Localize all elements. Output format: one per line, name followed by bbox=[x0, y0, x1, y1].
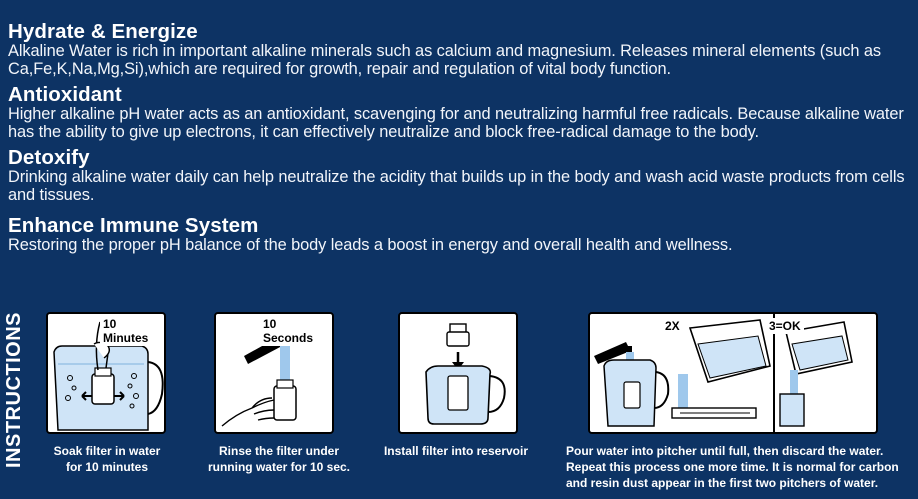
pour-discard-illustration bbox=[590, 314, 876, 432]
benefit-text: Higher alkaline pH water acts as an antioxidant, scavenging for and neutralizing harmful free radicals. Because alkaline water has the ability to give up electrons, it can effectively neutralize and block free-radical damage to the body. bbox=[8, 105, 904, 141]
caption-line: Repeat this process one more time. It is normal for carbon bbox=[566, 460, 899, 474]
benefits-list bbox=[8, 22, 913, 261]
caption-line: Soak filter in water bbox=[53, 444, 161, 458]
caption-line: running water for 10 sec. bbox=[207, 460, 351, 474]
step-pour-repeat-tag: 2X bbox=[662, 318, 683, 334]
benefit-text: Drinking alkaline water daily can help neutralize the acidity that builds up in the body and wash acid waste products from cells and tissues. bbox=[8, 168, 905, 204]
install-filter-illustration bbox=[400, 314, 516, 432]
benefit-title: Detoxify bbox=[8, 146, 90, 169]
benefit-detoxify bbox=[8, 148, 913, 204]
step-pour-caption bbox=[566, 443, 910, 491]
caption-line: and resin dust appear in the first two pitchers of water. bbox=[566, 476, 879, 490]
benefit-title: Antioxidant bbox=[8, 83, 122, 106]
step-rinse-caption bbox=[206, 443, 352, 475]
benefit-antioxidant bbox=[8, 85, 913, 141]
caption-line: Install filter into reservoir bbox=[383, 444, 529, 458]
benefit-immune bbox=[8, 216, 913, 254]
instructions-label: INSTRUCTIONS bbox=[3, 312, 25, 468]
benefit-text: Restoring the proper pH balance of the body leads a boost in energy and overall health and wellness. bbox=[8, 236, 733, 254]
caption-line: Rinse the filter under bbox=[218, 444, 340, 458]
benefit-hydrate bbox=[8, 22, 913, 78]
benefit-title: Enhance Immune System bbox=[8, 214, 259, 237]
step-rinse-panel bbox=[214, 312, 334, 434]
step-soak-caption bbox=[40, 443, 174, 475]
step-install-panel bbox=[398, 312, 518, 434]
caption-line: Pour water into pitcher until full, then discard the water. bbox=[566, 444, 884, 458]
step-rinse-time-tag: 10 Seconds bbox=[260, 316, 332, 346]
benefit-title: Hydrate & Energize bbox=[8, 20, 198, 43]
caption-line: for 10 minutes bbox=[65, 460, 149, 474]
step-pour-ok-tag: 3=OK bbox=[766, 318, 804, 334]
step-install-caption bbox=[374, 443, 538, 459]
step-soak-time-tag: 10 Minutes bbox=[100, 316, 164, 346]
step-soak-panel bbox=[46, 312, 166, 434]
step-pour-panel bbox=[588, 312, 878, 434]
benefit-text: Alkaline Water is rich in important alkaline minerals such as calcium and magnesium. Releases mineral elements (such as Ca,Fe,K,Na,Mg,Si),which are required for growth, repair and regulation of vital body function. bbox=[8, 42, 881, 78]
